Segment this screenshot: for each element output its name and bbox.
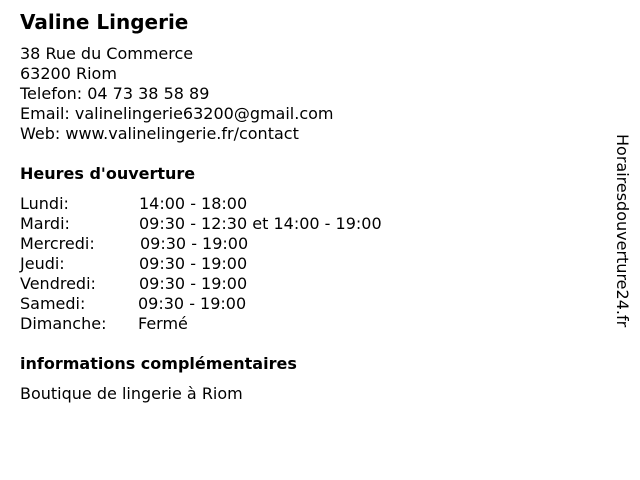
day-label: Jeudi: — [20, 254, 65, 273]
time-value: 09:30 - 19:00 — [138, 294, 247, 313]
phone-number[interactable]: Telefon: 04 73 38 58 89 — [20, 84, 210, 103]
day-label: Mercredi: — [20, 234, 95, 253]
time-value: 14:00 - 18:00 — [139, 194, 248, 213]
day-label: Samedi: — [20, 294, 86, 313]
time-value: 09:30 - 19:00 — [139, 254, 248, 273]
time-value: 09:30 - 12:30 et 14:00 - 19:00 — [139, 214, 382, 233]
additional-info-heading: informations complémentaires — [20, 354, 297, 373]
day-label: Mardi: — [20, 214, 70, 233]
site-watermark: Horairesdouverture24.fr — [613, 134, 632, 328]
day-label: Dimanche: — [20, 314, 107, 333]
day-label: Lundi: — [20, 194, 69, 213]
opening-hours-heading: Heures d'ouverture — [20, 164, 196, 183]
email-address[interactable]: Email: valinelingerie63200@gmail.com — [20, 104, 334, 123]
time-value: 09:30 - 19:00 — [140, 234, 249, 253]
time-value: 09:30 - 19:00 — [139, 274, 248, 293]
city: 63200 Riom — [20, 64, 117, 83]
street-address: 38 Rue du Commerce — [20, 44, 194, 63]
business-description: Boutique de lingerie à Riom — [20, 384, 243, 403]
time-value: Fermé — [138, 314, 188, 333]
address-block — [20, 44, 334, 144]
day-label: Vendredi: — [20, 274, 96, 293]
website[interactable]: Web: www.valinelingerie.fr/contact — [20, 124, 299, 143]
business-name: Valine Lingerie — [20, 10, 189, 34]
